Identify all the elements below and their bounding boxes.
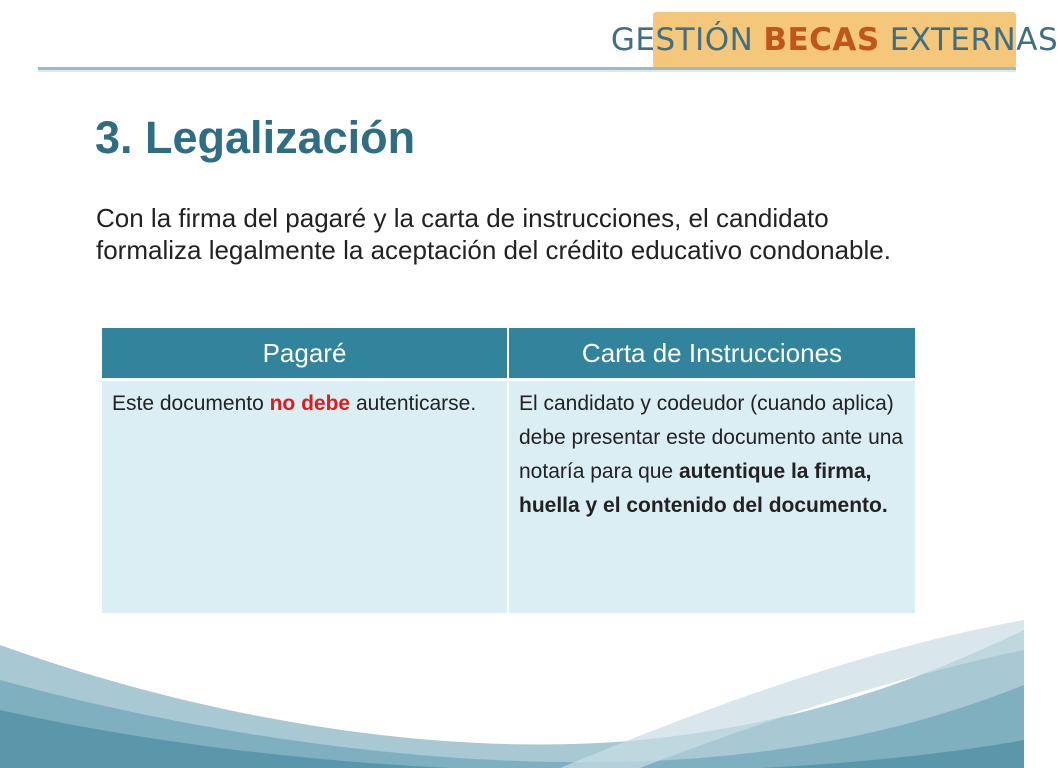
cell-carta-text: El candidato y codeudor (cuando aplica) debe presentar este documento ante una notaría para que: [519, 392, 904, 483]
intro-paragraph: Con la firma del pagaré y la carta de instrucciones, el candidato formaliza legalmente la aceptación del crédito educativo condonable.: [96, 203, 891, 265]
header-badge: [610, 12, 1058, 68]
badge-word-gestion: GESTIÓN: [610, 22, 754, 58]
page-title: 3. Legalización: [95, 112, 416, 163]
header-pagare: Pagaré: [102, 328, 508, 380]
badge-word-becas: BECAS: [763, 22, 880, 58]
cell-pagare-text-after: autenticarse.: [350, 392, 477, 415]
cell-pagare-text-before: Este documento: [112, 392, 270, 415]
bottom-wave-decoration: [0, 590, 1024, 768]
cell-carta-instrucciones: [508, 380, 915, 614]
cell-carta-bold: autentique la firma, huella y el contenido del documento.: [519, 460, 888, 517]
legalization-table: [102, 328, 915, 613]
header-divider-shadow: [38, 70, 1016, 72]
badge-word-externas: EXTERNAS: [889, 22, 1058, 58]
cell-pagare: [102, 380, 508, 614]
header-carta-instrucciones: Carta de Instrucciones: [508, 328, 915, 380]
table-row: [102, 380, 915, 614]
table-header-row: [102, 328, 915, 380]
cell-pagare-highlight: no debe: [269, 392, 351, 415]
